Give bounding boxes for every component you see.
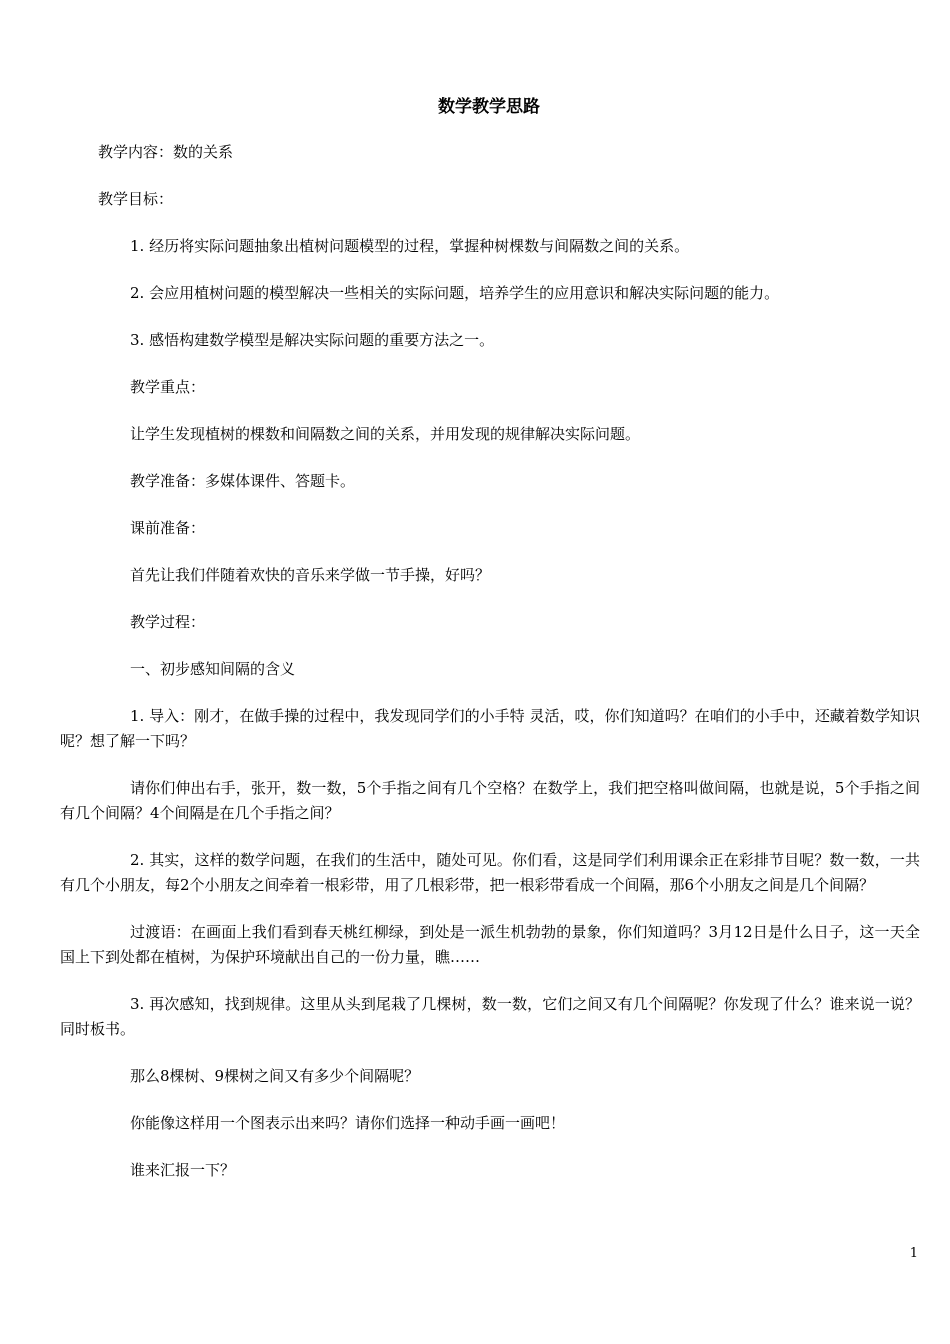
goal-item-2: 2. 会应用植树问题的模型解决一些相关的实际问题，培养学生的应用意识和解决实际问题的能力。 xyxy=(130,284,780,302)
teaching-content: 教学内容：数的关系 xyxy=(98,143,234,161)
process-step-3: 3. 再次感知，找到规律。这里从头到尾栽了几棵树，数一数，它们之间又有几个间隔呢？你发现了什么？谁来说一说？同时板书。 xyxy=(60,995,920,1038)
teaching-process-heading: 教学过程： xyxy=(130,613,206,631)
page-number: 1 xyxy=(909,1246,918,1261)
teaching-focus-heading: 教学重点： xyxy=(130,378,206,396)
goal-item-1: 1. 经历将实际问题抽象出植树问题模型的过程，掌握种树棵数与间隔数之间的关系。 xyxy=(130,237,690,255)
teaching-goals-heading: 教学目标： xyxy=(98,190,174,208)
question-trees-8-9: 那么8棵树、9棵树之间又有多少个间隔呢？ xyxy=(130,1067,420,1085)
process-step-2: 2. 其实，这样的数学问题，在我们的生活中，随处可见。你们看，这是同学们利用课余正在彩排节目呢？数一数，一共有几个小朋友，每2个小朋友之间牵着一根彩带，用了几根彩带，把一根彩带看成一个间隔，那6个小朋友之间是几个间隔？ xyxy=(60,851,920,894)
pre-class-text: 首先让我们伴随着欢快的音乐来学做一节手操，好吗？ xyxy=(130,566,491,584)
process-paragraph-fingers: 请你们伸出右手，张开，数一数，5个手指之间有几个空格？在数学上，我们把空格叫做间隔，也就是说，5个手指之间有几个间隔？4个间隔是在几个手指之间？ xyxy=(60,779,920,822)
document-title: 数学教学思路 xyxy=(438,97,540,117)
question-report: 谁来汇报一下？ xyxy=(130,1161,236,1179)
goal-item-3: 3. 感悟构建数学模型是解决实际问题的重要方法之一。 xyxy=(130,331,495,349)
process-step-1: 1. 导入：刚才，在做手操的过程中，我发现同学们的小手特 灵活，哎，你们知道吗？在咱们的小手中，还藏着数学知识呢？想了解一下吗？ xyxy=(60,707,920,750)
teaching-focus-text: 让学生发现植树的棵数和间隔数之间的关系，并用发现的规律解决实际问题。 xyxy=(130,425,641,443)
teaching-preparation: 教学准备：多媒体课件、答题卡。 xyxy=(130,472,356,490)
section-1-heading: 一、初步感知间隔的含义 xyxy=(130,660,296,678)
transition-paragraph: 过渡语：在画面上我们看到春天桃红柳绿，到处是一派生机勃勃的景象，你们知道吗？3月12日是什么日子，这一天全国上下到处都在植树，为保护环境献出自己的一份力量，瞧…… xyxy=(60,923,920,966)
document-body xyxy=(60,140,920,1205)
question-draw-diagram: 你能像这样用一个图表示出来吗？请你们选择一种动手画一画吧！ xyxy=(130,1114,566,1132)
pre-class-heading: 课前准备： xyxy=(130,519,206,537)
